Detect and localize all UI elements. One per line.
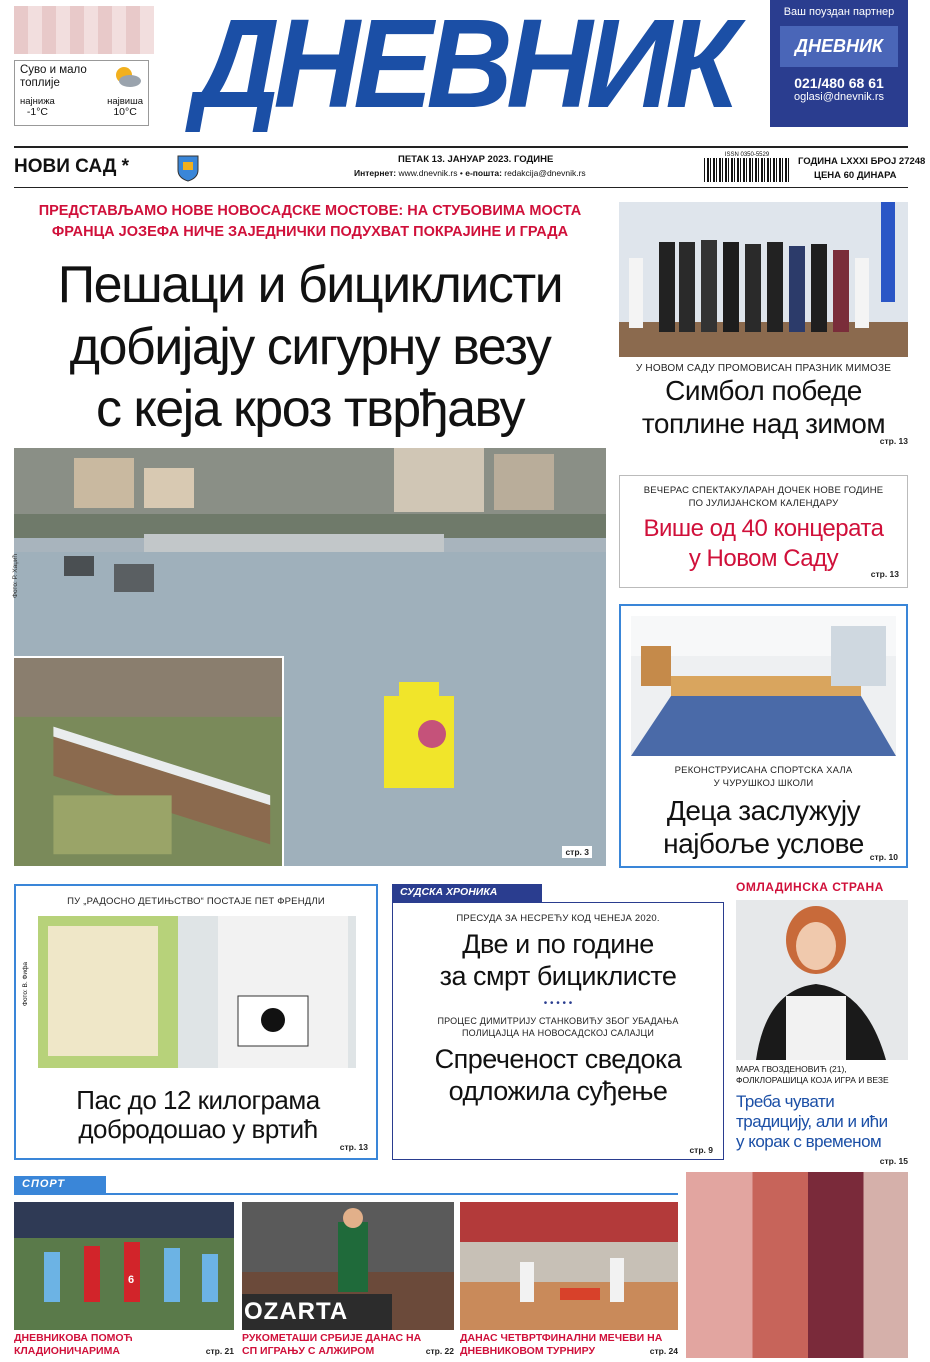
issue-number: ГОДИНА LXXXI БРОЈ 27248 bbox=[798, 156, 926, 167]
sport-item-3-line-2: ДНЕВНИКОВОМ ТУРНИРУ bbox=[460, 1345, 595, 1357]
kindergarten-kicker: ПУ „РАДОСНО ДЕТИЊСТВО“ ПОСТАЈЕ ПЕТ ФРЕНДЛИ bbox=[67, 896, 325, 907]
youth-caption-line-1: МАРА ГВОЗДЕНОВИЋ (21), bbox=[736, 1064, 847, 1074]
mimosa-headline-line-2: топлине над зимом bbox=[641, 408, 886, 439]
sun-cloud-icon bbox=[112, 65, 142, 89]
mimosa-page-ref[interactable]: стр. 13 bbox=[879, 436, 908, 446]
barcode bbox=[704, 152, 790, 186]
sport-section-tab: СПОРТ bbox=[14, 1176, 106, 1195]
sport-item-1-line-1: ДНЕВНИКОВА ПОМОЋ bbox=[14, 1332, 133, 1344]
youth-page-ref[interactable]: стр. 15 bbox=[879, 1156, 908, 1166]
masthead-title: ДНЕВНИК bbox=[193, 0, 733, 134]
sport-item-tournament[interactable] bbox=[460, 1202, 678, 1357]
lead-headline[interactable] bbox=[14, 254, 606, 440]
weather-box bbox=[14, 60, 149, 126]
bridge-inset-photo[interactable] bbox=[12, 656, 284, 868]
sport-item-3-page-ref[interactable]: стр. 24 bbox=[649, 1346, 678, 1356]
court-story[interactable] bbox=[392, 884, 724, 1160]
kindergarten-story[interactable] bbox=[14, 884, 378, 1160]
concerts-page-ref[interactable]: стр. 13 bbox=[870, 569, 899, 579]
ad-logo: ДНЕВНИК bbox=[780, 26, 898, 67]
court-story2-kicker-line-1: ПРОЦЕС ДИМИТРИЈУ СТАНКОВИЋУ ЗБОГ УБАДАЊА bbox=[437, 1016, 679, 1026]
ad-box bbox=[770, 0, 908, 127]
handball-photo bbox=[242, 1202, 454, 1330]
concerts-headline-line-1: Више од 40 концерата bbox=[643, 515, 884, 542]
weather-min-label: најнижа bbox=[20, 96, 55, 107]
court-story2-headline-line-2: одложила суђење bbox=[448, 1076, 668, 1106]
kindergarten-page-ref[interactable]: стр. 13 bbox=[339, 1142, 368, 1152]
lead-photo-river[interactable] bbox=[14, 448, 606, 866]
lead-kicker-line-2: ФРАНЦА ЈОЗЕФА НИЧЕ ЗАЈЕДНИЧКИ ПОДУХВАТ ПОКРАЈИНЕ И ГРАДА bbox=[51, 224, 569, 240]
internet-link[interactable]: www.dnevnik.rs bbox=[398, 168, 458, 178]
lead-kicker bbox=[14, 201, 606, 243]
gym-photo bbox=[631, 616, 896, 756]
weather-summary: Суво и мало топлије bbox=[20, 64, 87, 89]
mimosa-kicker: У НОВОМ САДУ ПРОМОВИСАН ПРАЗНИК МИМОЗЕ bbox=[635, 363, 892, 374]
kindergarten-photo-credit: Фото: В. Фифа bbox=[22, 961, 29, 1006]
court-story2-kicker-line-2: ПОЛИЦАЈЦА НА НОВОСАДСКОЈ САЛАЈЦИ bbox=[461, 1028, 655, 1038]
weather-max-label: највиша bbox=[107, 96, 143, 107]
blurred-ad-top-left bbox=[14, 6, 154, 54]
weather-min-value: -1°C bbox=[26, 106, 48, 118]
sport-item-3-line-1: ДАНАС ЧЕТВРТФИНАЛНИ МЕЧЕВИ НА bbox=[460, 1332, 663, 1344]
lead-page-ref[interactable]: стр. 3 bbox=[562, 846, 592, 858]
lead-kicker-line-1: ПРЕДСТАВЉАМО НОВЕ НОВОСАДСКЕ МОСТОВЕ: НА СТУБОВИМА МОСТА bbox=[38, 203, 582, 219]
arena-banner-text: OZARTA bbox=[244, 1298, 349, 1325]
youth-headline-line-2: традицију, али и ићи bbox=[736, 1112, 888, 1131]
concerts-kicker-line-2: ПО ЈУЛИЈАНСКОМ КАЛЕНДАРУ bbox=[688, 498, 839, 509]
court-page-ref[interactable]: стр. 9 bbox=[689, 1145, 713, 1155]
sport-item-handball-serbia[interactable] bbox=[242, 1202, 454, 1357]
concerts-headline-line-2: у Новом Саду bbox=[688, 545, 839, 572]
lead-headline-line-2: добијају сигурну везу bbox=[69, 318, 551, 376]
issue-date: ПЕТАК 13. ЈАНУАР 2023. ГОДИНЕ bbox=[398, 154, 554, 165]
gym-headline-line-1: Деца заслужују bbox=[666, 795, 861, 826]
gym-headline-line-2: најбоље услове bbox=[663, 828, 864, 859]
tournament-photo bbox=[460, 1202, 678, 1330]
gym-page-ref[interactable]: стр. 10 bbox=[869, 852, 898, 862]
youth-headline-line-3: у корак с временом bbox=[736, 1132, 882, 1151]
internet-label: Интернет: bbox=[354, 168, 397, 178]
lead-headline-line-3: с кеја кроз тврђаву bbox=[95, 380, 525, 438]
youth-headline-line-1: Треба чувати bbox=[736, 1092, 835, 1111]
football-photo bbox=[14, 1202, 234, 1330]
sport-item-1-line-2: КЛАДИОНИЧАРИМА bbox=[14, 1345, 120, 1357]
youth-caption-line-2: ФОЛКЛОРАШИЦА КОЈА ИГРА И ВЕЗЕ bbox=[736, 1075, 889, 1085]
sport-item-2-line-2: СП ИГРАЊУ С АЛЖИРОМ bbox=[242, 1345, 375, 1357]
email-label: е-пошта: bbox=[465, 168, 502, 178]
mimosa-headline-line-1: Симбол победе bbox=[665, 375, 862, 406]
court-section-tab: СУДСКА ХРОНИКА bbox=[392, 884, 542, 902]
gym-kicker-line-2: У ЧУРУШКОЈ ШКОЛИ bbox=[713, 778, 814, 789]
city-label: НОВИ САД * bbox=[14, 156, 130, 177]
concerts-story[interactable] bbox=[619, 475, 908, 588]
youth-portrait-photo bbox=[736, 900, 908, 1060]
jersey-number: 6 bbox=[128, 1274, 135, 1286]
court-story1-headline-line-2: за смрт бициклисте bbox=[439, 961, 677, 991]
mimosa-photo bbox=[619, 202, 908, 357]
gym-kicker-line-1: РЕКОНСТРУИСАНА СПОРТСКА ХАЛА bbox=[674, 765, 853, 776]
youth-story[interactable] bbox=[736, 880, 908, 1170]
sport-item-1-page-ref[interactable]: стр. 21 bbox=[205, 1346, 234, 1356]
court-story1-kicker: ПРЕСУДА ЗА НЕСРЕЋУ КОД ЧЕНЕЈА 2020. bbox=[456, 913, 660, 924]
email-link[interactable]: redakcija@dnevnik.rs bbox=[504, 168, 586, 178]
ad-phone: 021/480 68 61 bbox=[794, 75, 884, 91]
kindergarten-headline-line-1: Пас до 12 килограма bbox=[76, 1085, 320, 1115]
court-separator: • • • • • bbox=[543, 998, 573, 1009]
kindergarten-photo bbox=[38, 916, 356, 1068]
gym-story[interactable] bbox=[619, 604, 908, 868]
issn-label: ISSN 0350-5529 bbox=[724, 152, 770, 158]
sport-section-rule bbox=[106, 1193, 678, 1195]
youth-section-label: ОМЛАДИНСКА СТРАНА bbox=[736, 880, 884, 894]
sport-item-football[interactable] bbox=[14, 1202, 234, 1357]
info-bar: НОВИ САД * ПЕТАК 13. ЈАНУАР 2023. ГОДИНЕ Интернет: www.dnevnik.rs • е-пошта: redakcija@dnevnik.rs ISSN 0350-5529 ГОДИНА LXXXI БРОЈ 27248 ЦЕНА 60 ДИНАРА bbox=[14, 146, 908, 188]
weather-max-value: 10°C bbox=[113, 106, 137, 118]
court-story2-headline-line-1: Спреченост сведока bbox=[434, 1044, 682, 1074]
court-story1-headline-line-1: Две и по године bbox=[462, 929, 654, 959]
city-crest-icon bbox=[176, 154, 200, 182]
blurred-ad-bottom-right bbox=[686, 1172, 908, 1358]
price: ЦЕНА 60 ДИНАРА bbox=[814, 170, 897, 181]
kindergarten-headline-line-2: добродошао у вртић bbox=[78, 1114, 318, 1144]
concerts-kicker-line-1: ВЕЧЕРАС СПЕКТАКУЛАРАН ДОЧЕК НОВЕ ГОДИНЕ bbox=[643, 485, 884, 496]
ad-email: oglasi@dnevnik.rs bbox=[793, 91, 885, 103]
lead-headline-line-1: Пешаци и бициклисти bbox=[57, 256, 563, 314]
sport-item-2-line-1: РУКОМЕТАШИ СРБИЈЕ ДАНАС НА bbox=[242, 1332, 422, 1344]
ad-tagline: Ваш поуздан партнер bbox=[783, 6, 895, 18]
lead-photo-credit: Фото: Р. Хаџић bbox=[12, 553, 19, 598]
mimosa-story[interactable] bbox=[619, 202, 908, 464]
sport-item-2-page-ref[interactable]: стр. 22 bbox=[425, 1346, 454, 1356]
